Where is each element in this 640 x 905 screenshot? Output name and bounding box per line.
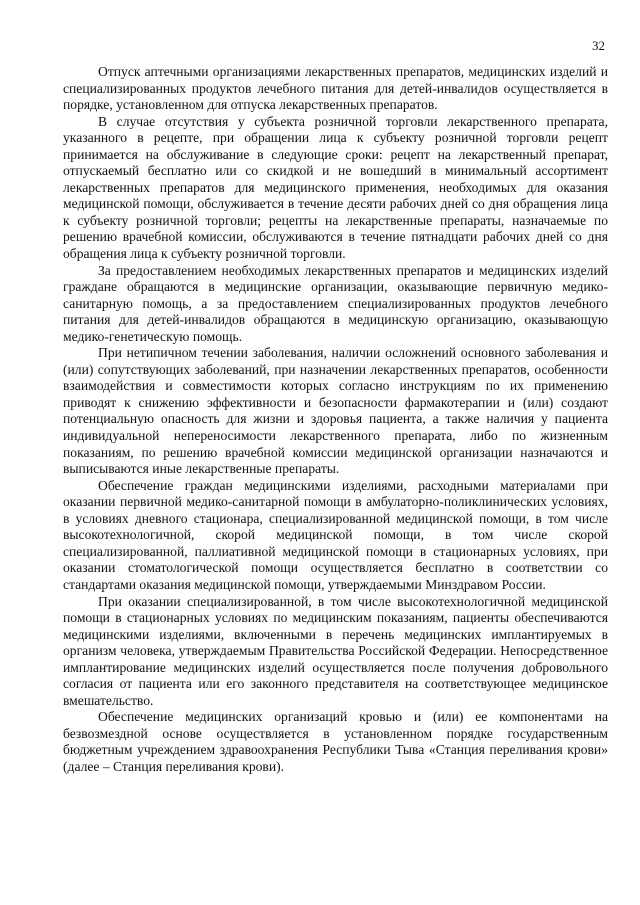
paragraph-prescription-service-terms: В случае отсутствия у субъекта розничной торговли лекарственного препарата, указанного в рецепте, при обращении лица к субъекту розничной торговли рецепт принимается на обслуживание в следующие сроки: рецепт на лекарственный препарат, отпускаемый бесплатно или со скидкой и не вошедший в минимальный ассортимент лекарственных препаратов для медицинского применения, необходимых для оказания медицинской помощи, обслуживается в течение десяти рабочих дней со дня обращения лица к субъекту розничной торговли; рецепты на лекарственные препараты, назначаемые по решению врачебной комиссии, обслуживаются в течение пятнадцати рабочих дней со дня обращения лица к субъекту розничной торговли. bbox=[63, 113, 608, 262]
paragraph-implantable-devices: При оказании специализированной, в том числе высокотехнологичной медицинской помощи в стационарных условиях по медицинским показаниям, пациенты обеспечиваются медицинскими изделиями, включенными в перечень медицинских имплантируемых в организм человека, утверждаемым Правительства Российской Федерации. Непосредственное имплантирование медицинских изделий осуществляется после получения добровольного согласия от пациента или его законного представителя на соответствующее медицинское вмешательство. bbox=[63, 593, 608, 708]
paragraph-pharmacy-dispensing: Отпуск аптечными организациями лекарственных препаратов, медицинских изделий и специализированных продуктов лечебного питания для детей-инвалидов осуществляется в порядке, установленном для отпуска лекарственных препаратов. bbox=[63, 64, 608, 113]
paragraph-atypical-disease-course: При нетипичном течении заболевания, наличии осложнений основного заболевания и (или) сопутствующих заболеваний, при назначении лекарственных препаратов, особенности взаимодействия и совместимости которых согласно инструкциям по их применению приводят к снижению эффективности и безопасности фармакотерапии и (или) создают потенциальную опасность для жизни и здоровья пациента, а также наличия у пациента индивидуальной непереносимости лекарственного препарата, либо по жизненным показаниям, по решению врачебной комиссии медицинской организации назначаются и выписываются иные лекарственные препараты. bbox=[63, 345, 608, 477]
page-number: 32 bbox=[592, 38, 605, 53]
document-body bbox=[63, 64, 608, 776]
paragraph-provision-requests: За предоставлением необходимых лекарственных препаратов и медицинских изделий граждане обращаются в медицинские организации, оказывающие первичную медико-санитарную помощь, а за предоставлением специализированных продуктов лечебного питания для детей-инвалидов обращаются в медицинскую организацию, оказывающую медико-генетическую помощь. bbox=[63, 262, 608, 344]
paragraph-blood-supply: Обеспечение медицинских организаций кровью и (или) ее компонентами на безвозмездной основе осуществляется в установленном порядке государственным бюджетным учреждением здравоохранения Республики Тыва «Станция переливания крови» (далее – Станция переливания крови). bbox=[63, 709, 608, 774]
paragraph-medical-devices-supply: Обеспечение граждан медицинскими изделиями, расходными материалами при оказании первичной медико-санитарной помощи в амбулаторно-поликлинических условиях, в условиях дневного стационара, специализированной медицинской помощи, в том числе высокотехнологичной, скорой медицинской помощи, в том числе скорой специализированной, паллиативной медицинской помощи в стационарных условиях, при оказании стоматологической помощи осуществляется бесплатно в соответствии со стандартами оказания медицинской помощи, утверждаемыми Минздравом России. bbox=[63, 477, 608, 592]
